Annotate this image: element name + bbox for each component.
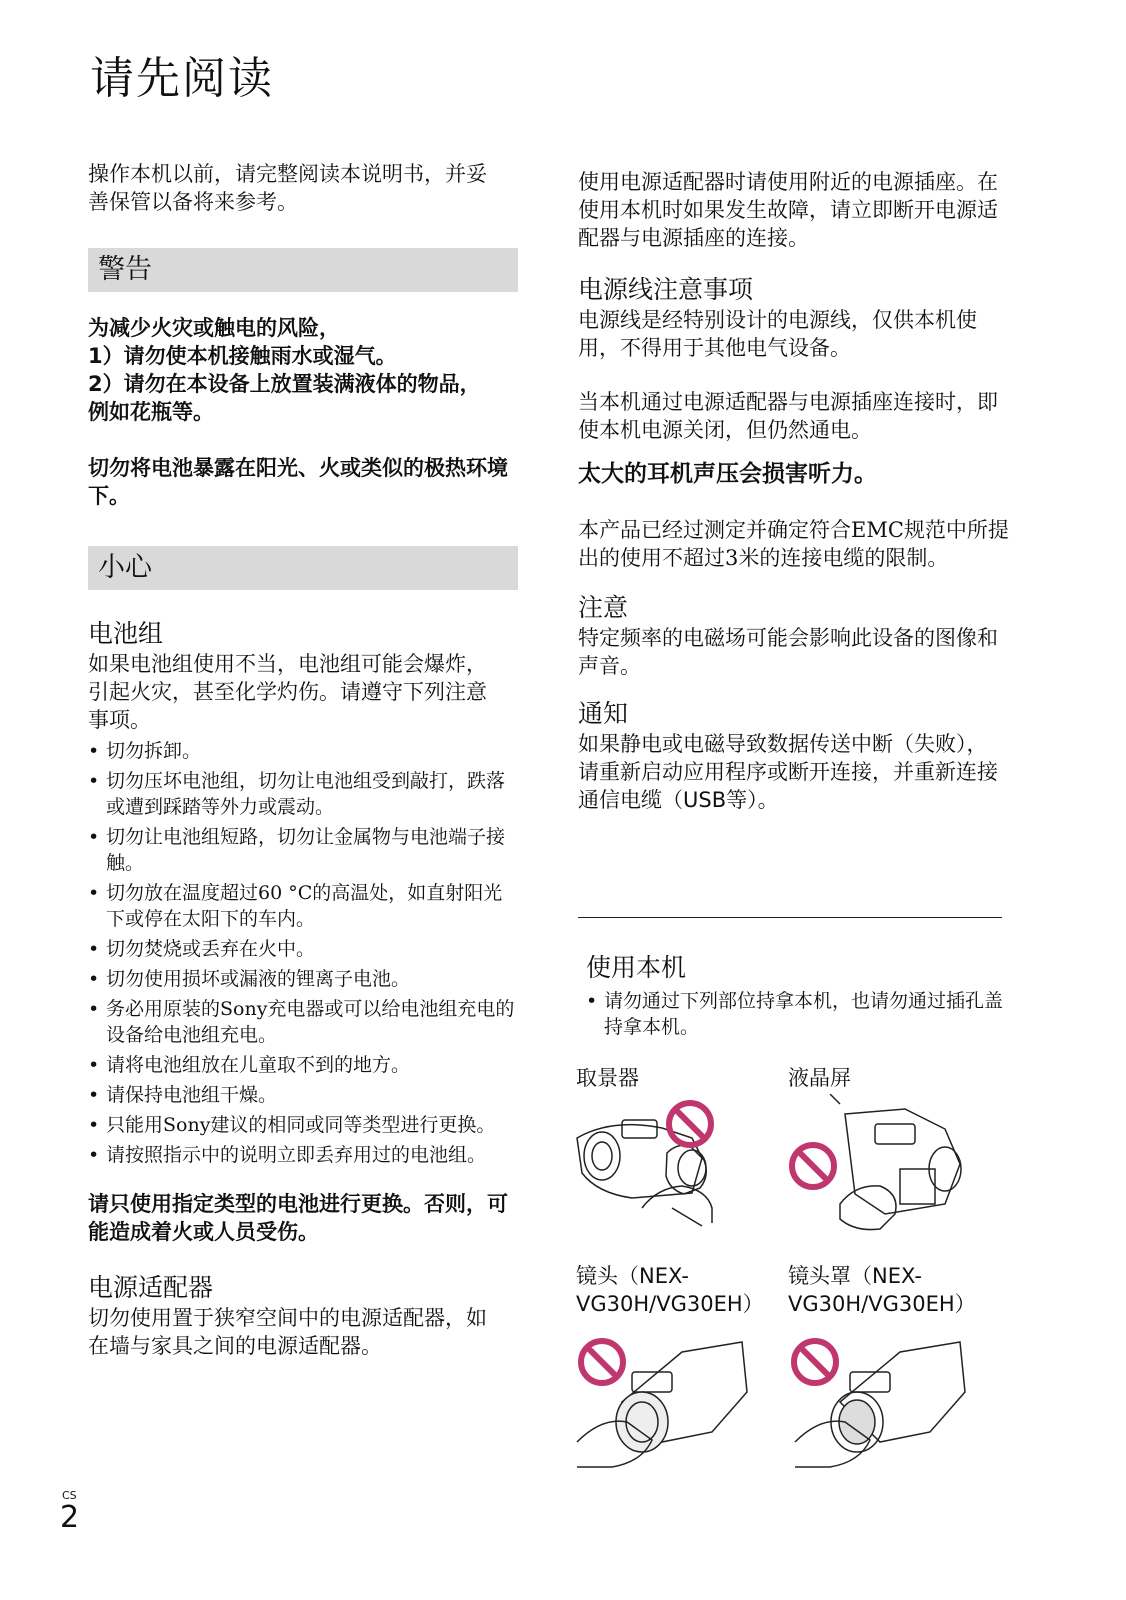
adapter-text: 切勿使用置于狭窄空间中的电源适配器，如在墙与家具之间的电源适配器。 — [88, 1306, 487, 1358]
list-item: • 切勿使用损坏或漏液的锂离子电池。 — [88, 966, 518, 992]
battery-bullets — [88, 738, 518, 1168]
intro-text: 操作本机以前，请完整阅读本说明书，并妥善保管以备将来参考。 — [88, 162, 487, 214]
use-heading: 使用本机 — [586, 953, 687, 982]
warning-block — [88, 314, 518, 510]
list-item: • 务必用原装的Sony充电器或可以给电池组充电的设备给电池组充电。 — [88, 996, 518, 1048]
right-column — [578, 168, 1018, 814]
list-item: • 切勿焚烧或丢弃在火中。 — [88, 936, 518, 962]
list-item: • 只能用Sony建议的相同或同等类型进行更换。 — [88, 1112, 518, 1138]
adapter-continued-text: 使用电源适配器时请使用附近的电源插座。在使用本机时如果发生故障，请立即断开电源适配器与电源插座的连接。 — [578, 170, 998, 250]
figure-label-lens-cap: 镜头罩（NEX-VG30H/VG30EH） — [788, 1264, 976, 1316]
list-item: • 切勿放在温度超过60 °C的高温处，如直射阳光下或停在太阳下的车内。 — [88, 880, 518, 932]
notice-heading: 注意 — [578, 593, 629, 622]
use-bullets — [586, 988, 1006, 1040]
warning-text-3: 2）请勿在本设备上放置装满液体的物品，例如花瓶等。 — [88, 372, 481, 424]
page-number-value: 2 — [60, 1500, 80, 1535]
prohibited-icon — [792, 1145, 834, 1187]
warning-text-1: 为减少火灾或触电的风险， — [88, 316, 340, 340]
prohibited-icon — [669, 1103, 711, 1145]
page-locale: CS — [62, 1489, 77, 1502]
figure-label-viewfinder: 取景器 — [576, 1066, 639, 1090]
figure-label-lens: 镜头（NEX-VG30H/VG30EH） — [576, 1264, 764, 1316]
list-item: • 请按照指示中的说明立即丢弃用过的电池组。 — [88, 1142, 518, 1168]
list-item: • 请将电池组放在儿童取不到的地方。 — [88, 1052, 518, 1078]
use-section — [586, 952, 1006, 1044]
warning-text-2: 1）请勿使本机接触雨水或湿气。 — [88, 344, 397, 368]
figure-lens — [572, 1322, 762, 1472]
figure-viewfinder — [572, 1098, 762, 1228]
battery-heading: 电池组 — [88, 619, 164, 648]
headphone-warning: 太大的耳机声压会损害听力。 — [578, 461, 877, 487]
figure-lcd — [785, 1094, 985, 1234]
warning-text-4: 切勿将电池暴露在阳光、火或类似的极热环境下。 — [88, 456, 508, 508]
adapter-heading: 电源适配器 — [88, 1273, 214, 1302]
power-cord-text-1: 电源线是经特别设计的电源线，仅供本机使用，不得用于其他电气设备。 — [578, 308, 977, 360]
page-title: 请先阅读 — [90, 53, 274, 104]
list-item: • 切勿拆卸。 — [88, 738, 518, 764]
warning-heading: 警告 — [88, 248, 518, 292]
notify-text: 如果静电或电磁导致数据传送中断（失败），请重新启动应用程序或断开连接，并重新连接通信电缆（USB等）。 — [578, 732, 998, 812]
prohibited-icon — [581, 1341, 623, 1383]
list-item: • 切勿让电池组短路，切勿让金属物与电池端子接触。 — [88, 824, 518, 876]
section-divider — [578, 917, 1002, 918]
battery-replace-warning: 请只使用指定类型的电池进行更换。否则，可能造成着火或人员受伤。 — [88, 1192, 508, 1244]
notify-heading: 通知 — [578, 699, 629, 728]
emc-text: 本产品已经过测定并确定符合EMC规范中所提出的使用不超过3米的连接电缆的限制。 — [578, 518, 1009, 570]
notice-text: 特定频率的电磁场可能会影响此设备的图像和声音。 — [578, 626, 998, 678]
battery-intro: 如果电池组使用不当，电池组可能会爆炸，引起火灾，甚至化学灼伤。请遵守下列注意事项。 — [88, 652, 487, 732]
list-item: • 请保持电池组干燥。 — [88, 1082, 518, 1108]
page-number — [60, 1490, 79, 1534]
power-cord-text-2: 当本机通过电源适配器与电源插座连接时，即使本机电源关闭，但仍然通电。 — [578, 390, 998, 442]
prohibited-icon — [794, 1341, 836, 1383]
left-column — [88, 160, 518, 1360]
figure-lens-cap — [785, 1322, 985, 1472]
power-cord-heading: 电源线注意事项 — [578, 275, 754, 304]
list-item: • 切勿压坏电池组，切勿让电池组受到敲打，跌落或遭到踩踏等外力或震动。 — [88, 768, 518, 820]
list-item: • 请勿通过下列部位持拿本机，也请勿通过插孔盖持拿本机。 — [586, 988, 1006, 1040]
figure-label-lcd: 液晶屏 — [788, 1066, 851, 1090]
caution-heading: 小心 — [88, 546, 518, 590]
